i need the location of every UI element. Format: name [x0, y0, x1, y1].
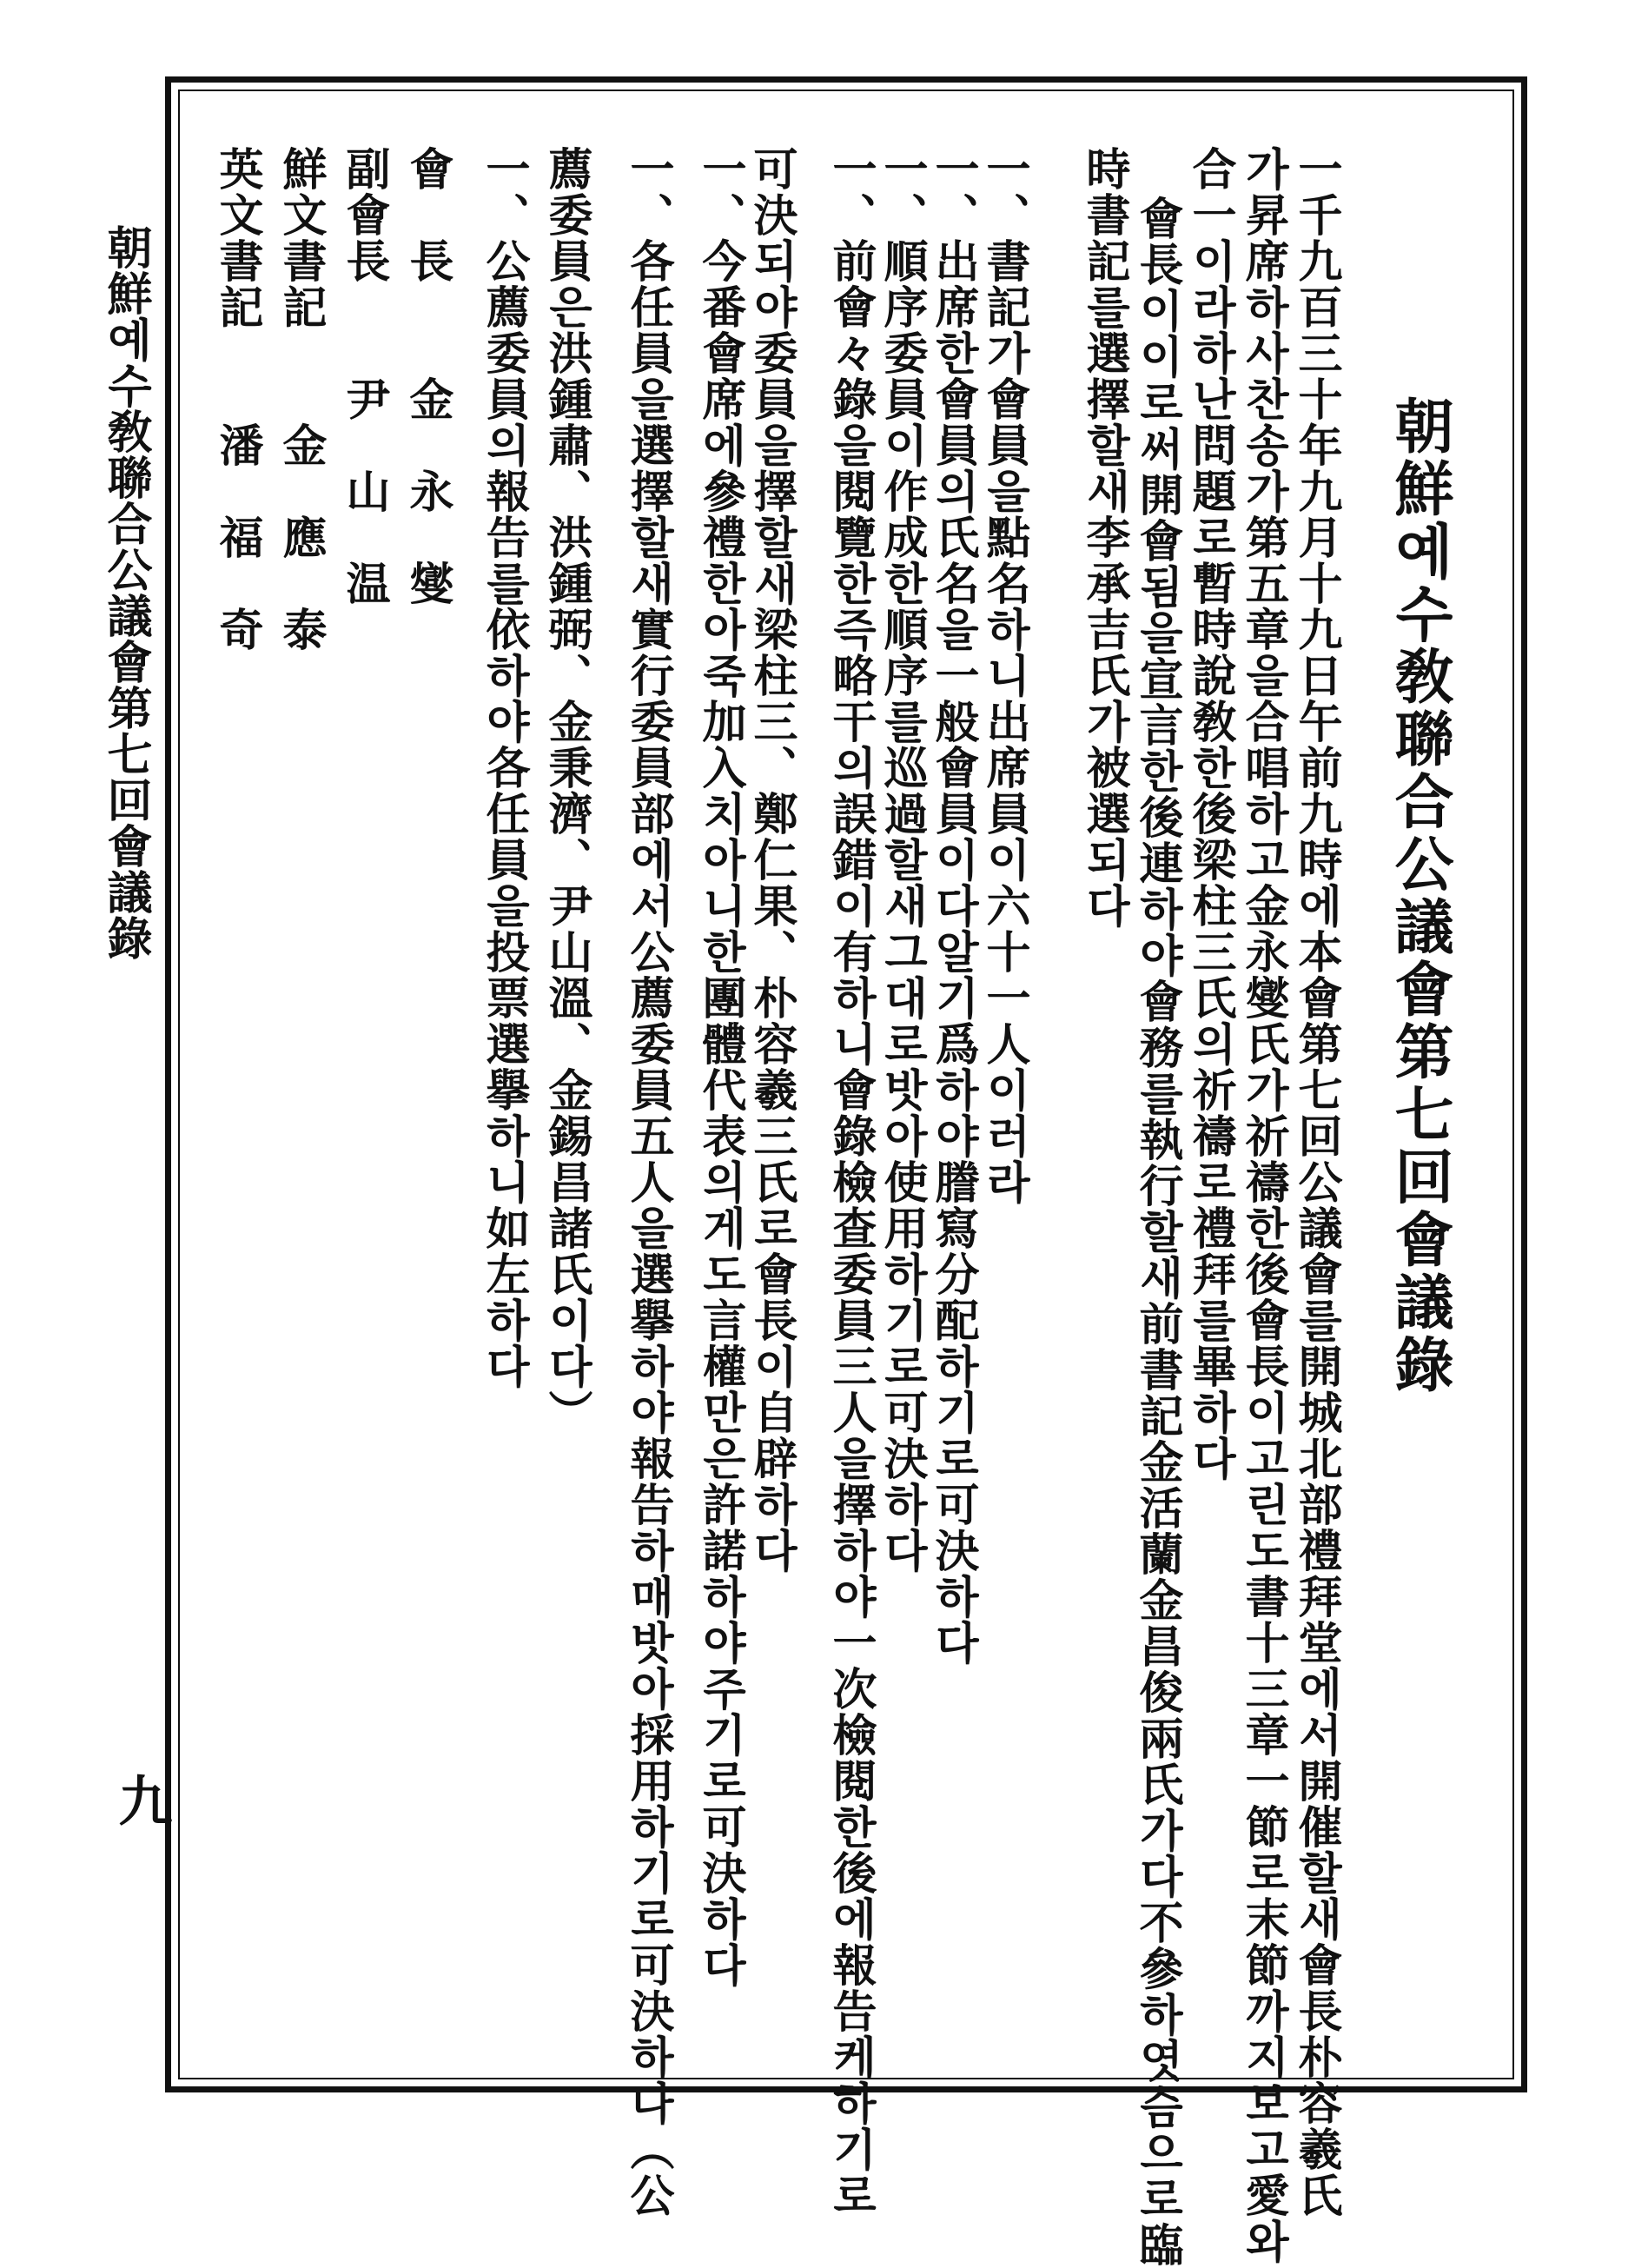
text-line-7: 一、出席한會員의氏名을一般會員이다알기爲하야謄寫分配하기로可決하다 [927, 146, 979, 1666]
text-line-9: 一、前會々錄을閱覽한즉略干의誤錯이有하니會錄檢查委員三人을擇하야一次檢閱한後에報告케하기로 [824, 146, 877, 2218]
text-line-10: 可決되야委員을擇할새梁柱三、鄭仁果、朴容羲三氏로會長이自辟하다 [745, 146, 798, 1574]
page-number: 九 [109, 1773, 173, 1827]
officer-vice-president: 副會長 尹 山 温 [338, 146, 390, 607]
officer-president: 會 長 金 永 燮 [401, 146, 453, 607]
text-line-2: 가昇席하사찬송가第五章을合唱하고金永燮氏가祈禱한後會長이고린도書十三章一節로末節까지보고愛와 [1237, 146, 1289, 2265]
officer-english-secretary: 英文書記 潘 福 奇 [211, 146, 263, 653]
officer-korean-secretary: 鮮文書記 金 應 泰 [275, 146, 327, 653]
text-line-5: 時書記를選擇할새李承吉氏가被選되다 [1078, 146, 1130, 929]
text-line-4: 會長이이로써開會됨을宣言한後連하야會務를執行할새前書記金活蘭金昌俊兩氏가다不參하엿슴으로臨 [1131, 196, 1183, 2268]
running-title: 朝鮮예수敎聯合公議會第七回會議錄 [99, 224, 152, 961]
text-line-6: 一、書記가會員을點名하니出席員이六十一人이러라 [978, 146, 1030, 1205]
text-line-3: 合一이라하난問題로暫時說敎한後梁柱三氏의祈禱로禮拜를畢하다 [1184, 146, 1236, 1482]
text-line-1: 一千九百三十年九月十九日午前九時에本會第七回公議會를開城北部禮拜堂에서開催할새會長朴容羲氏 [1290, 146, 1342, 2218]
document-title: 朝鮮예수敎聯合公議會第七回會議錄 [1385, 395, 1454, 1396]
text-line-11: 一、今番會席에參禮한아죽加入치아니한團體代表의게도言權만은許諾하야주기로可決하다 [694, 146, 746, 1988]
text-line-13: 薦委員은洪鍾肅、洪鍾弼、金秉濟、尹山溫、金錫昌諸氏이다） [540, 146, 592, 1436]
text-line-8: 一、順序委員이作成한順序를巡過할새그대로밧아使用하기로可決하다 [876, 146, 928, 1574]
text-line-14: 一、公薦委員의報告를依하야各任員을投票選擧하니如左하다 [478, 146, 530, 1389]
text-line-12: 一、各任員을選擇할새實行委員部에서公薦委員五人을選擧하야報告하매밧아採用하기로可決하다（公 [622, 146, 674, 2218]
